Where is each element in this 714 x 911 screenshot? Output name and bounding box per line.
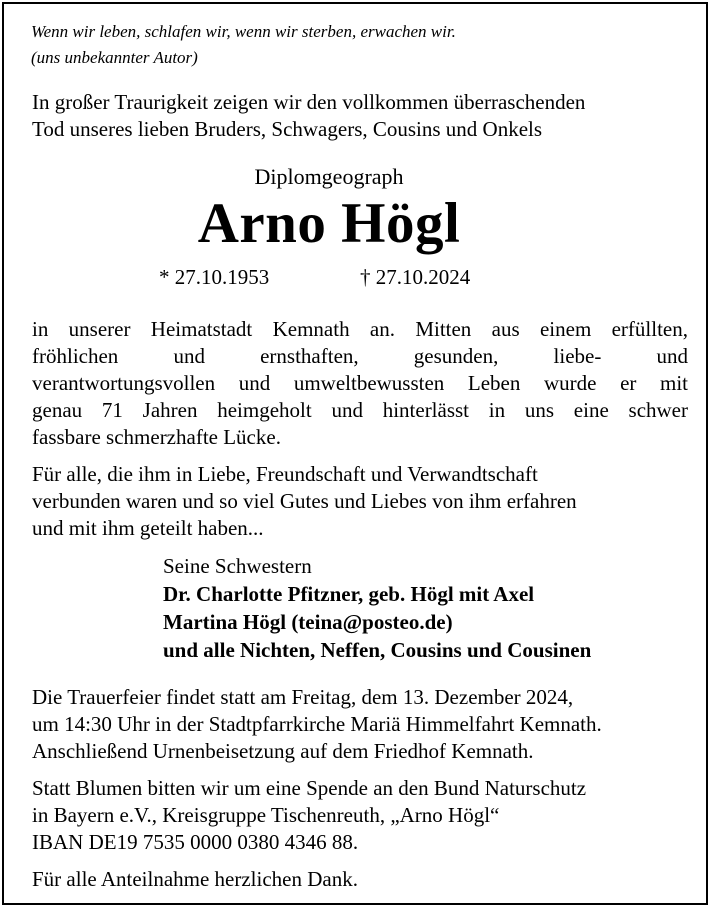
mourner-line: Martina Högl (teina@posteo.de) <box>163 610 453 634</box>
paragraph-line: verantwortungsvollen und umweltbewussten Leben wurde er mit <box>32 371 688 395</box>
mourner-line: Dr. Charlotte Pfitzner, geb. Högl mit Axel <box>163 582 535 606</box>
donation-iban: IBAN DE19 7535 0000 0380 4346 88. <box>32 830 359 854</box>
deceased-name: Arno Högl <box>197 192 461 255</box>
donation-line: in Bayern e.V., Kreisgruppe Tischenreuth, „Arno Högl“ <box>32 803 500 827</box>
funeral-line: Die Trauerfeier findet statt am Freitag, dem 13. Dezember 2024, <box>32 685 574 709</box>
birth-date: * 27.10.1953 <box>159 265 270 289</box>
funeral-line: Anschließend Urnenbeisetzung auf dem Friedhof Kemnath. <box>32 739 534 763</box>
paragraph-line: Für alle, die ihm in Liebe, Freundschaft und Verwandtschaft <box>32 462 538 486</box>
mourners-heading: Seine Schwestern <box>163 554 312 578</box>
motto-author: (uns unbekannter Autor) <box>31 48 198 67</box>
paragraph-line: verbunden waren und so viel Gutes und Liebes von ihm erfahren <box>32 489 577 513</box>
death-date: † 27.10.2024 <box>360 265 471 289</box>
obituary-notice <box>2 2 708 905</box>
motto-quote: Wenn wir leben, schlafen wir, wenn wir sterben, erwachen wir. <box>31 22 456 41</box>
paragraph-line: fröhlichen und ernsthaften, gesunden, liebe- und <box>32 344 688 368</box>
paragraph-line: genau 71 Jahren heimgeholt und hinterlässt in uns eine schwer <box>32 398 688 422</box>
intro-line-2: Tod unseres lieben Bruders, Schwagers, Cousins und Onkels <box>32 117 543 141</box>
funeral-line: um 14:30 Uhr in der Stadtpfarrkirche Mariä Himmelfahrt Kemnath. <box>32 712 602 736</box>
intro-line-1: In großer Traurigkeit zeigen wir den vollkommen überraschenden <box>32 90 586 114</box>
deceased-title: Diplomgeograph <box>254 164 404 189</box>
paragraph-line: und mit ihm geteilt haben... <box>32 516 264 540</box>
paragraph-line: fassbare schmerzhafte Lücke. <box>32 425 281 449</box>
donation-line: Statt Blumen bitten wir um eine Spende an den Bund Naturschutz <box>32 776 587 800</box>
thanks-line: Für alle Anteilnahme herzlichen Dank. <box>32 867 358 891</box>
mourner-line: und alle Nichten, Neffen, Cousins und Cousinen <box>163 638 592 662</box>
paragraph-line: in unserer Heimatstadt Kemnath an. Mitten aus einem erfüllten, <box>32 317 688 341</box>
